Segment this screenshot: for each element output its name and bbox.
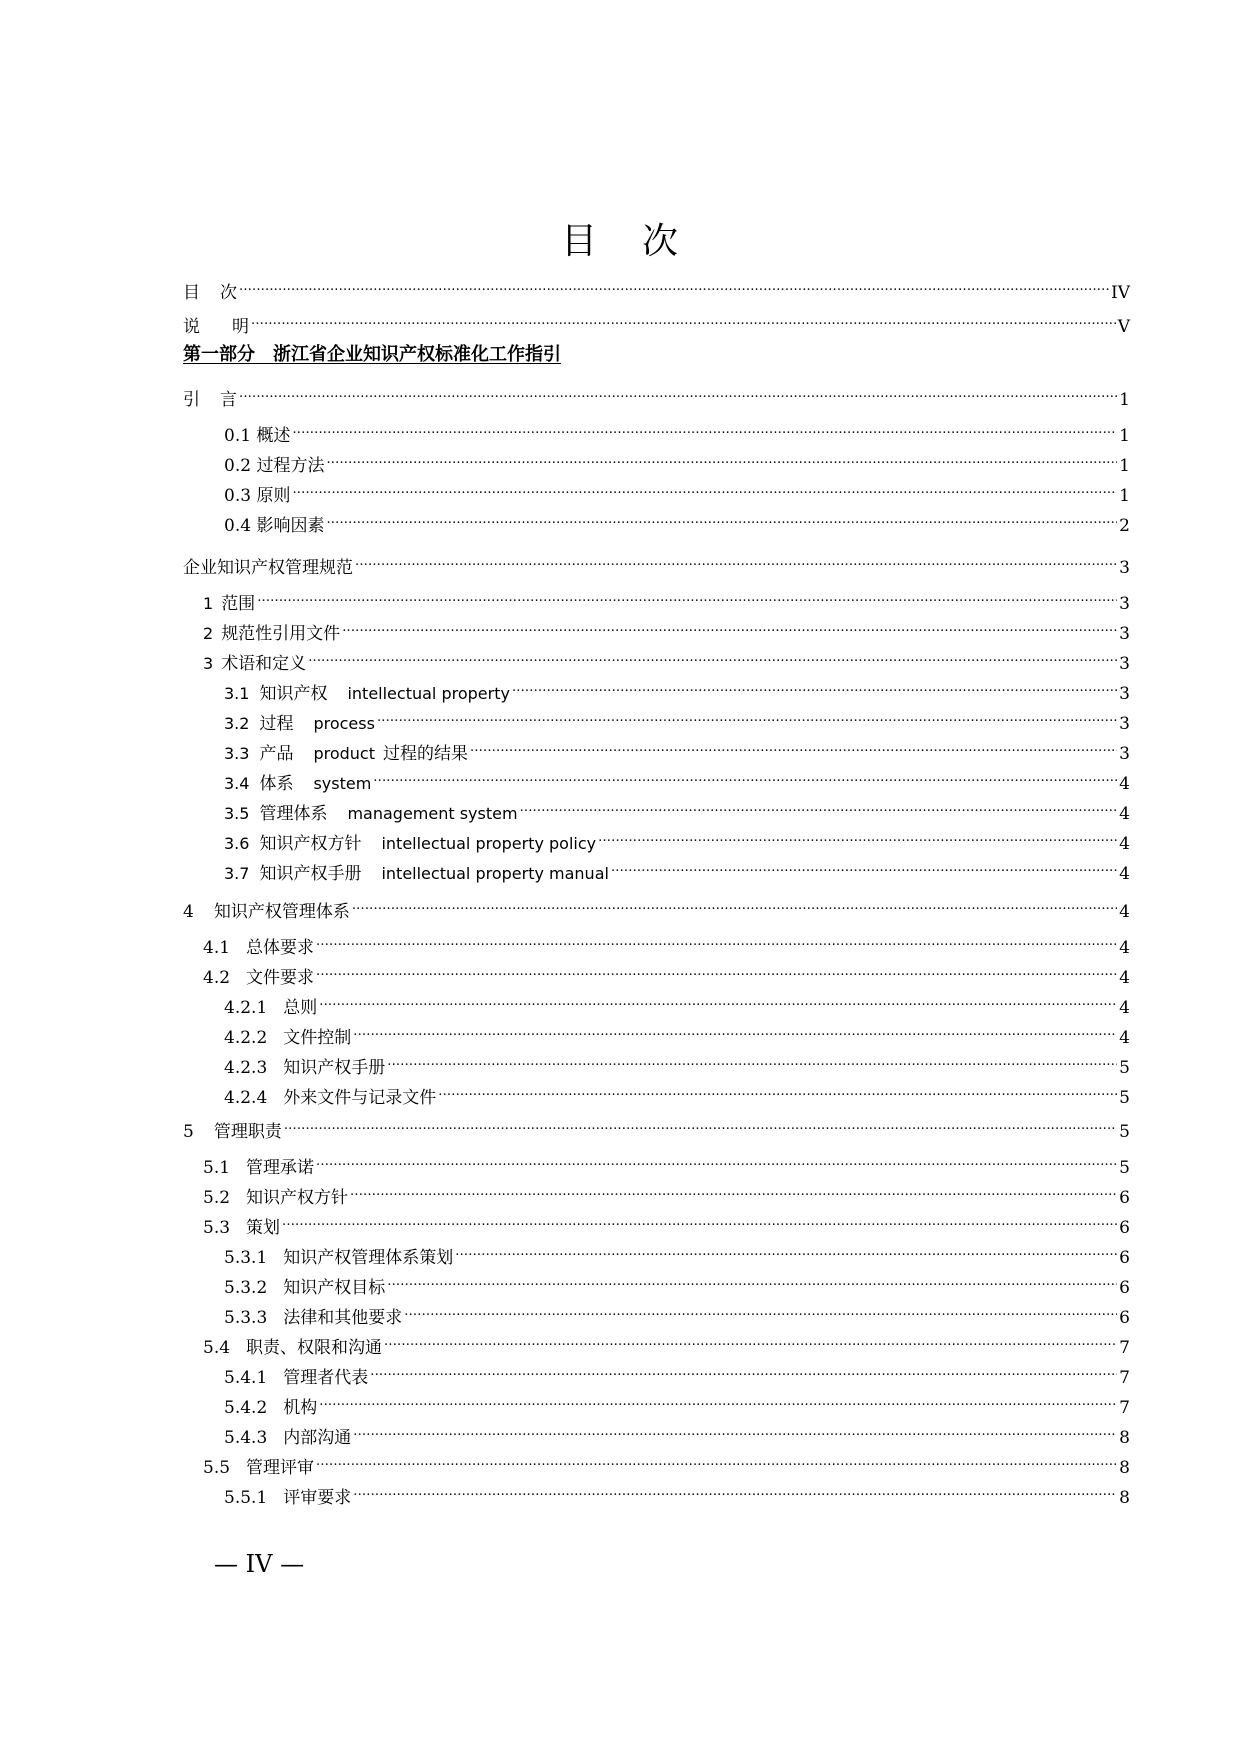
dot-leader	[326, 503, 1117, 531]
page-number: 3	[1119, 744, 1130, 764]
page-number: 4	[1119, 968, 1130, 988]
toc-label: 体系	[259, 774, 294, 794]
toc-label: 管理职责	[213, 1122, 282, 1142]
page-number: 4	[1119, 834, 1130, 854]
toc-entry-subsubclause[interactable]	[224, 1295, 1130, 1328]
dot-leader	[316, 955, 1117, 983]
toc-entry-term[interactable]	[224, 791, 1130, 824]
toc-number: 5.2	[203, 1188, 231, 1208]
toc-entry-subsubclause[interactable]	[224, 1235, 1130, 1268]
title-char-1: 目	[560, 221, 598, 262]
dot-leader	[308, 641, 1117, 669]
toc-entry-intro-item[interactable]	[224, 443, 1130, 476]
dot-leader	[326, 443, 1117, 471]
toc-entry-subsubclause[interactable]	[224, 1045, 1130, 1078]
toc-number: 3.3	[224, 744, 250, 763]
toc-number: 5.3.1	[224, 1248, 268, 1268]
toc-entry-intro[interactable]	[183, 377, 1130, 410]
page-number: 4	[1119, 864, 1130, 884]
dot-leader	[598, 821, 1117, 849]
toc-entry-subsubclause[interactable]	[224, 1355, 1130, 1388]
toc-entry-contents[interactable]	[183, 270, 1130, 303]
toc-entry-subsubclause[interactable]	[224, 985, 1130, 1018]
toc-label: 机构	[283, 1398, 318, 1418]
toc-label: 说	[183, 317, 200, 337]
dot-leader	[282, 1205, 1117, 1233]
toc-label: 法律和其他要求	[283, 1308, 403, 1328]
toc-number: 3.1	[224, 684, 250, 703]
toc-number: 4.2.1	[224, 998, 268, 1018]
dot-leader	[455, 1235, 1117, 1263]
dot-leader	[470, 731, 1117, 759]
page-number: 5	[1119, 1158, 1130, 1178]
page-number: 6	[1119, 1188, 1130, 1208]
page-number: 6	[1119, 1248, 1130, 1268]
toc-label: 知识产权手册	[283, 1058, 386, 1078]
dot-leader	[373, 761, 1117, 789]
dot-leader	[319, 985, 1117, 1013]
dot-leader	[438, 1075, 1117, 1103]
toc-term-english: process	[313, 714, 375, 733]
toc-entry-intro-item[interactable]	[224, 413, 1130, 446]
page-number: 6	[1119, 1308, 1130, 1328]
toc-entry-term[interactable]	[224, 821, 1130, 854]
toc-number: 5.4.3	[224, 1428, 268, 1448]
toc-number: 5.4.2	[224, 1398, 268, 1418]
toc-entry-notes[interactable]	[183, 304, 1130, 337]
toc-number: 4	[183, 902, 194, 922]
dot-leader	[384, 1325, 1117, 1353]
toc-entry-spec[interactable]	[183, 545, 1130, 578]
toc-label: 知识产权手册	[259, 864, 362, 884]
toc-number: 4.2.3	[224, 1058, 268, 1078]
dot-leader	[520, 791, 1118, 819]
dot-leader	[284, 1109, 1117, 1137]
page-number: 3	[1119, 558, 1130, 578]
toc-entry-subsubclause[interactable]	[224, 1075, 1130, 1108]
toc-number: 4.1	[203, 938, 231, 958]
page-number: 4	[1119, 902, 1130, 922]
page-number: 3	[1119, 594, 1130, 614]
page-number: 8	[1119, 1488, 1130, 1508]
page-number: 5	[1119, 1088, 1130, 1108]
page-number: 4	[1119, 804, 1130, 824]
toc-label: 管理体系	[259, 804, 328, 824]
toc-number: 5.3	[203, 1218, 231, 1238]
toc-term-english: intellectual property manual	[381, 864, 609, 883]
page-number: 8	[1119, 1458, 1130, 1478]
toc-number: 5.3.3	[224, 1308, 268, 1328]
dot-leader	[353, 1475, 1117, 1503]
toc-label: 言	[220, 390, 237, 410]
dot-leader	[377, 701, 1117, 729]
toc-label: 总体要求	[246, 938, 315, 958]
toc-entry-term[interactable]	[224, 851, 1130, 884]
dot-leader	[350, 1175, 1117, 1203]
page-number: 4	[1119, 998, 1130, 1018]
toc-label: 知识产权管理体系策划	[283, 1248, 454, 1268]
page-number: V	[1117, 317, 1130, 337]
dot-leader	[404, 1295, 1117, 1323]
toc-entry-intro-item[interactable]	[224, 503, 1130, 536]
toc-label: 管理者代表	[283, 1368, 369, 1388]
toc-number: 5.4.1	[224, 1368, 268, 1388]
dot-leader	[316, 925, 1117, 953]
toc-label: 策划	[246, 1218, 281, 1238]
toc-number: 5	[183, 1122, 194, 1142]
toc-label: 规范性引用文件	[221, 624, 341, 644]
toc-label: 企业知识产权管理规范	[183, 558, 353, 578]
toc-entry-clause[interactable]	[203, 611, 1130, 644]
page-number: 3	[1119, 714, 1130, 734]
toc-entry-term[interactable]	[224, 731, 1130, 764]
toc-entry-subsubclause[interactable]	[224, 1015, 1130, 1048]
dot-leader	[239, 270, 1109, 298]
page-number: 7	[1119, 1338, 1130, 1358]
toc-entry-subclause[interactable]	[203, 1445, 1130, 1478]
dot-leader	[257, 581, 1117, 609]
toc-number: 3.6	[224, 834, 250, 853]
toc-entry-clause[interactable]	[203, 641, 1130, 674]
dot-leader	[319, 1385, 1117, 1413]
toc-entry-subclause[interactable]	[203, 925, 1130, 958]
toc-label: 引	[183, 390, 200, 410]
toc-entry-subsubclause[interactable]	[224, 1385, 1130, 1418]
toc-label: 知识产权方针	[259, 834, 362, 854]
toc-entry-subclause[interactable]	[203, 1205, 1130, 1238]
page-number: 4	[1119, 1028, 1130, 1048]
dot-leader	[342, 611, 1117, 639]
toc-number: 5.1	[203, 1158, 231, 1178]
toc-label: 0.2 过程方法	[224, 456, 325, 476]
toc-entry-subsubclause[interactable]	[224, 1415, 1130, 1448]
page-footer-number: — IV —	[214, 1550, 305, 1578]
page-number: 1	[1119, 390, 1130, 410]
page-number: 6	[1119, 1278, 1130, 1298]
toc-label: 过程	[259, 714, 294, 734]
page-number: 2	[1119, 516, 1130, 536]
dot-leader	[353, 1415, 1117, 1443]
toc-label: 明	[232, 317, 249, 337]
page-number: 6	[1119, 1218, 1130, 1238]
toc-label: 总则	[283, 998, 318, 1018]
toc-label: 管理承诺	[246, 1158, 315, 1178]
dot-leader	[292, 413, 1117, 441]
page-number: 4	[1119, 774, 1130, 794]
dot-leader	[387, 1045, 1117, 1073]
toc-entry-subsubclause[interactable]	[224, 1475, 1130, 1508]
toc-number: 5.5.1	[224, 1488, 268, 1508]
toc-number: 2	[203, 624, 214, 643]
toc-label: 次	[220, 283, 237, 303]
toc-entry-subclause[interactable]	[203, 1145, 1130, 1178]
dot-leader	[352, 889, 1117, 917]
toc-label: 范围	[221, 594, 256, 614]
toc-number: 5.3.2	[224, 1278, 268, 1298]
toc-entry-section-5[interactable]	[183, 1109, 1130, 1142]
toc-entry-intro-item[interactable]	[224, 473, 1130, 506]
dot-leader	[251, 304, 1116, 332]
toc-label: 0.3 原则	[224, 486, 291, 506]
toc-label: 知识产权	[259, 684, 328, 704]
toc-label: 过程的结果	[383, 744, 468, 764]
page-number: 3	[1119, 654, 1130, 674]
toc-term-english: management system	[347, 804, 518, 823]
page-number: 8	[1119, 1428, 1130, 1448]
toc-term-english: intellectual property policy	[381, 834, 597, 853]
toc-label: 职责、权限和沟通	[246, 1338, 383, 1358]
toc-entry-section-4[interactable]	[183, 889, 1130, 922]
dot-leader	[355, 545, 1117, 573]
toc-label: 目	[183, 283, 200, 303]
dot-leader	[292, 473, 1117, 501]
toc-label: 文件要求	[246, 968, 315, 988]
toc-label: 0.1 概述	[224, 426, 291, 446]
toc-term-english: intellectual property	[347, 684, 510, 703]
dot-leader	[353, 1015, 1117, 1043]
dot-leader	[370, 1355, 1117, 1383]
toc-label: 内部沟通	[283, 1428, 352, 1448]
page-number: 1	[1119, 456, 1130, 476]
toc-entry-term[interactable]	[224, 671, 1130, 704]
toc-label: 知识产权方针	[246, 1188, 349, 1208]
toc-number: 3.7	[224, 864, 250, 883]
toc-term-english: product	[313, 744, 375, 763]
toc-entry-subsubclause[interactable]	[224, 1265, 1130, 1298]
toc-entry-term[interactable]	[224, 761, 1130, 794]
toc-label: 知识产权目标	[283, 1278, 386, 1298]
dot-leader	[387, 1265, 1117, 1293]
page-number: 1	[1119, 486, 1130, 506]
toc-number: 3.4	[224, 774, 250, 793]
toc-label: 外来文件与记录文件	[283, 1088, 437, 1108]
page-number: IV	[1111, 283, 1130, 303]
dot-leader	[611, 851, 1117, 879]
toc-number: 5.4	[203, 1338, 231, 1358]
toc-number: 4.2.2	[224, 1028, 268, 1048]
page-number: 4	[1119, 938, 1130, 958]
toc-label: 文件控制	[283, 1028, 352, 1048]
toc-entry-term[interactable]	[224, 701, 1130, 734]
toc-label: 术语和定义	[221, 654, 307, 674]
dot-leader	[239, 377, 1117, 405]
toc-number: 5.5	[203, 1458, 231, 1478]
toc-label: 知识产权管理体系	[213, 902, 350, 922]
page-number: 3	[1119, 684, 1130, 704]
toc-number: 3.2	[224, 714, 250, 733]
page-number: 3	[1119, 624, 1130, 644]
toc-number: 1	[203, 594, 214, 613]
page-number: 5	[1119, 1058, 1130, 1078]
toc-label: 产品	[259, 744, 294, 764]
toc-entry-clause[interactable]	[203, 581, 1130, 614]
toc-label: 管理评审	[246, 1458, 315, 1478]
toc-entry-subclause[interactable]	[203, 1325, 1130, 1358]
page-number: 7	[1119, 1398, 1130, 1418]
title-char-2: 次	[642, 221, 680, 262]
toc-entry-subclause[interactable]	[203, 955, 1130, 988]
part-heading[interactable]: 第一部分 浙江省企业知识产权标准化工作指引	[183, 344, 561, 365]
dot-leader	[316, 1445, 1117, 1473]
toc-number: 4.2.4	[224, 1088, 268, 1108]
page-number: 7	[1119, 1368, 1130, 1388]
toc-number: 3	[203, 654, 214, 673]
toc-label: 评审要求	[283, 1488, 352, 1508]
toc-entry-subclause[interactable]	[203, 1175, 1130, 1208]
dot-leader	[316, 1145, 1117, 1173]
toc-term-english: system	[313, 774, 372, 793]
toc-number: 3.5	[224, 804, 250, 823]
page-number: 1	[1119, 426, 1130, 446]
toc-label: 0.4 影响因素	[224, 516, 325, 536]
page-number: 5	[1119, 1122, 1130, 1142]
toc-number: 4.2	[203, 968, 231, 988]
dot-leader	[512, 671, 1117, 699]
